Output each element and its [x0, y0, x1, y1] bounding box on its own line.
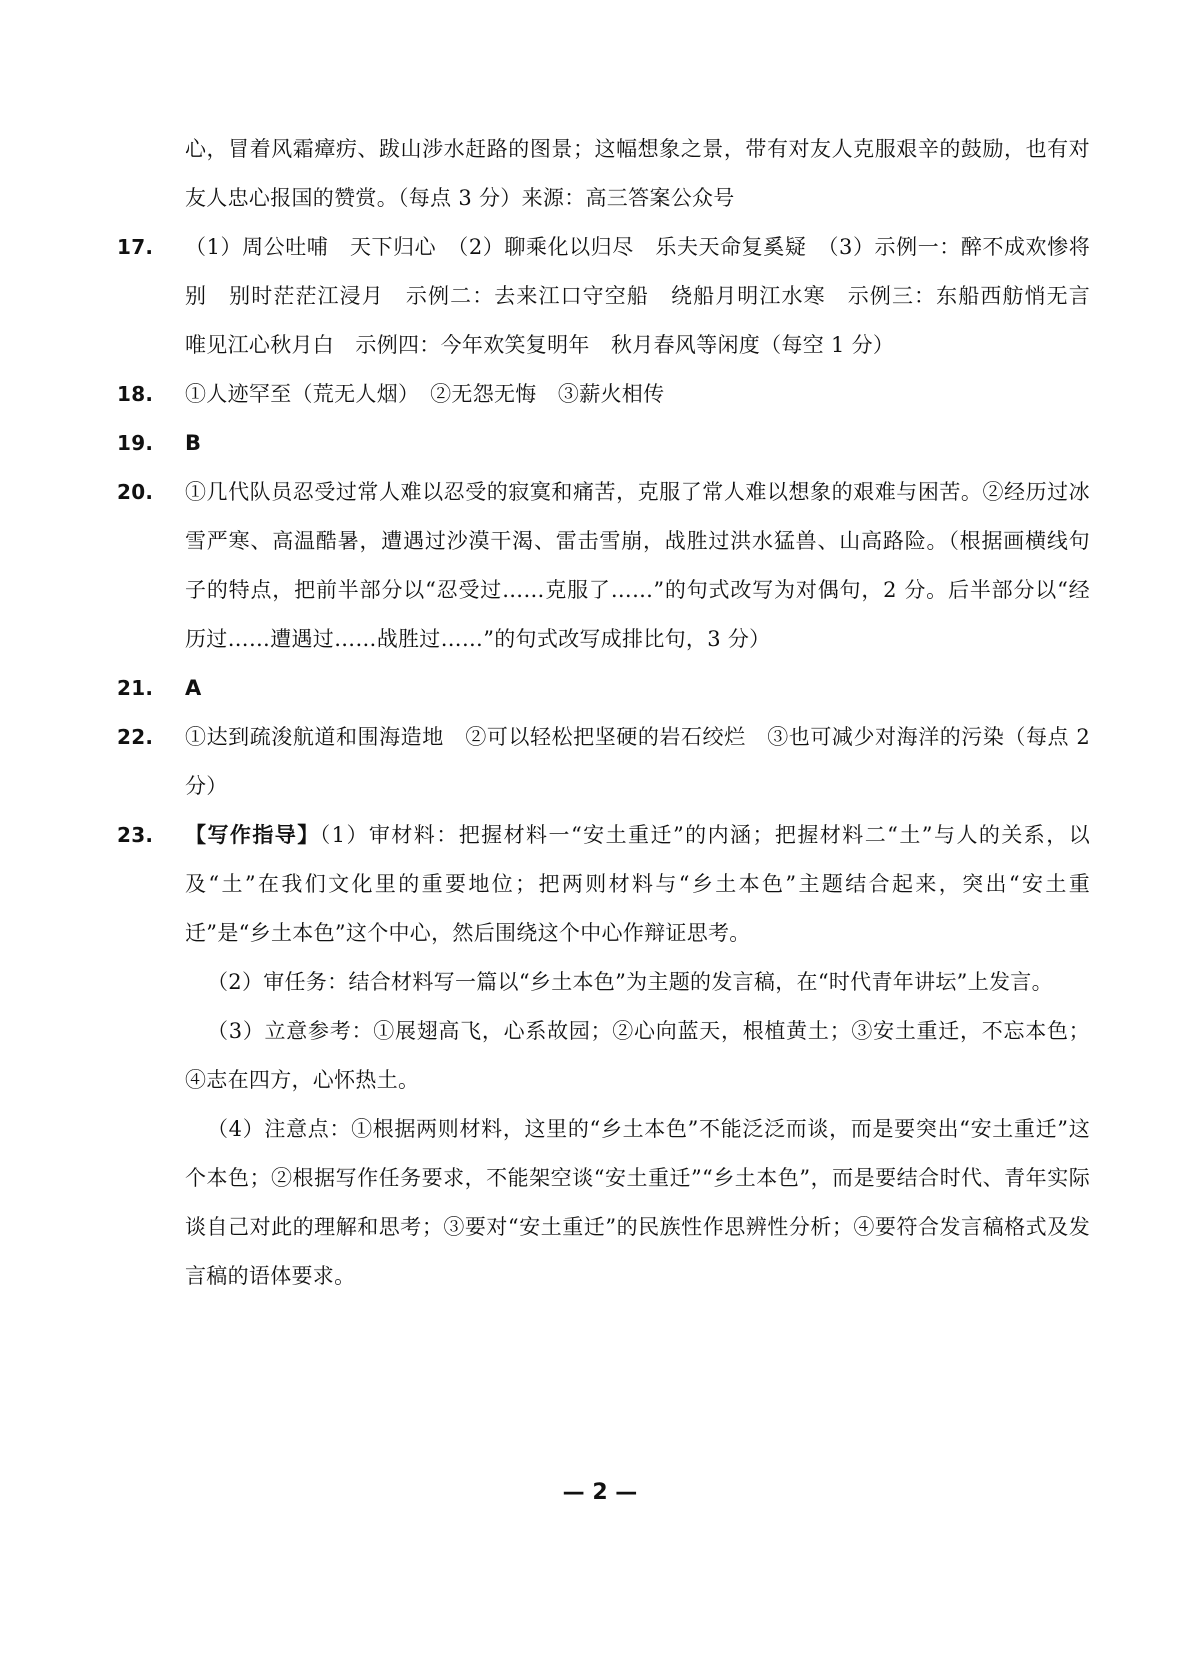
- question-number: 19.: [117, 431, 154, 455]
- writing-guide-heading: 【写作指导】: [185, 823, 320, 847]
- answer-text: ①人迹罕至（荒无人烟） ②无怨无悔 ③薪火相传: [185, 382, 665, 406]
- answer-content: [117, 125, 1112, 1301]
- answer-22: [117, 713, 1090, 811]
- answer-19: [117, 419, 1090, 468]
- question-number: 23.: [117, 823, 154, 847]
- answer-21: [117, 664, 1090, 713]
- question-number: 20.: [117, 480, 154, 504]
- answer-text: ①几代队员忍受过常人难以忍受的寂寞和痛苦，克服了常人难以想象的艰难与困苦。②经历过冰雪严寒、高温酷暑，遭遇过沙漠干渴、雷击雪崩，战胜过洪水猛兽、山高路险。（根据画横线句子的特点，把前半部分以“忍受过……克服了……”的句式改写为对偶句，2 分。后半部分以“经历过……遭遇过……战胜过……”的句式改写成排比句，3 分）: [185, 480, 1090, 651]
- writing-guide-themes: （3）立意参考：①展翅高飞，心系故园；②心向蓝天，根植黄土；③安土重迁，不忘本色；④志在四方，心怀热土。: [185, 1019, 1090, 1092]
- writing-guide-notes: （4）注意点：①根据两则材料，这里的“乡土本色”不能泛泛而谈，而是要突出“安土重迁”这个本色；②根据写作任务要求，不能架空谈“安土重迁”“乡土本色”，而是要结合时代、青年实际谈自己对此的理解和思考；③要对“安土重迁”的民族性作思辨性分析；④要符合发言稿格式及发言稿的语体要求。: [185, 1117, 1090, 1288]
- question-number: 22.: [117, 725, 154, 749]
- question-number: 17.: [117, 235, 154, 259]
- answer-17: [117, 223, 1112, 370]
- answer-text: A: [185, 676, 202, 700]
- writing-guide-task: （2）审任务：结合材料写一篇以“乡土本色”为主题的发言稿，在“时代青年讲坛”上发言。: [207, 970, 1053, 994]
- answer-text: （1）审材料：把握材料一“安土重迁”的内涵；把握材料二“土”与人的关系，以及“土”在我们文化里的重要地位；把两则材料与“乡土本色”主题结合起来，突出“安土重迁”是“乡土本色”这个中心，然后围绕这个中心作辩证思考。: [185, 823, 1090, 945]
- answer-text: ①达到疏浚航道和围海造地 ②可以轻松把坚硬的岩石绞烂 ③也可减少对海洋的污染（每点 2 分）: [185, 725, 1090, 798]
- continuation-paragraph: 心，冒着风霜瘴疠、跋山涉水赶路的图景；这幅想象之景，带有对友人克服艰辛的鼓励，也有对友人忠心报国的赞赏。（每点 3 分）来源：高三答案公众号: [185, 137, 1090, 210]
- question-number: 21.: [117, 676, 154, 700]
- answer-20: [117, 468, 1090, 664]
- answer-text: B: [185, 431, 202, 455]
- answer-text: （1）周公吐哺 天下归心 （2）聊乘化以归尽 乐夫天命复奚疑 （3）示例一：醉不成欢惨将别 别时茫茫江浸月 示例二：去来江口守空船 绕船月明江水寒 示例三：东船西舫悄无言 唯见江心秋月白 示例四：今年欢笑复明年 秋月春风等闲度（每空 1 分）: [185, 235, 1112, 357]
- page-number: — 2 —: [562, 1480, 638, 1505]
- question-number: 18.: [117, 382, 154, 406]
- answer-23: [117, 811, 1090, 958]
- answer-18: [117, 370, 1090, 419]
